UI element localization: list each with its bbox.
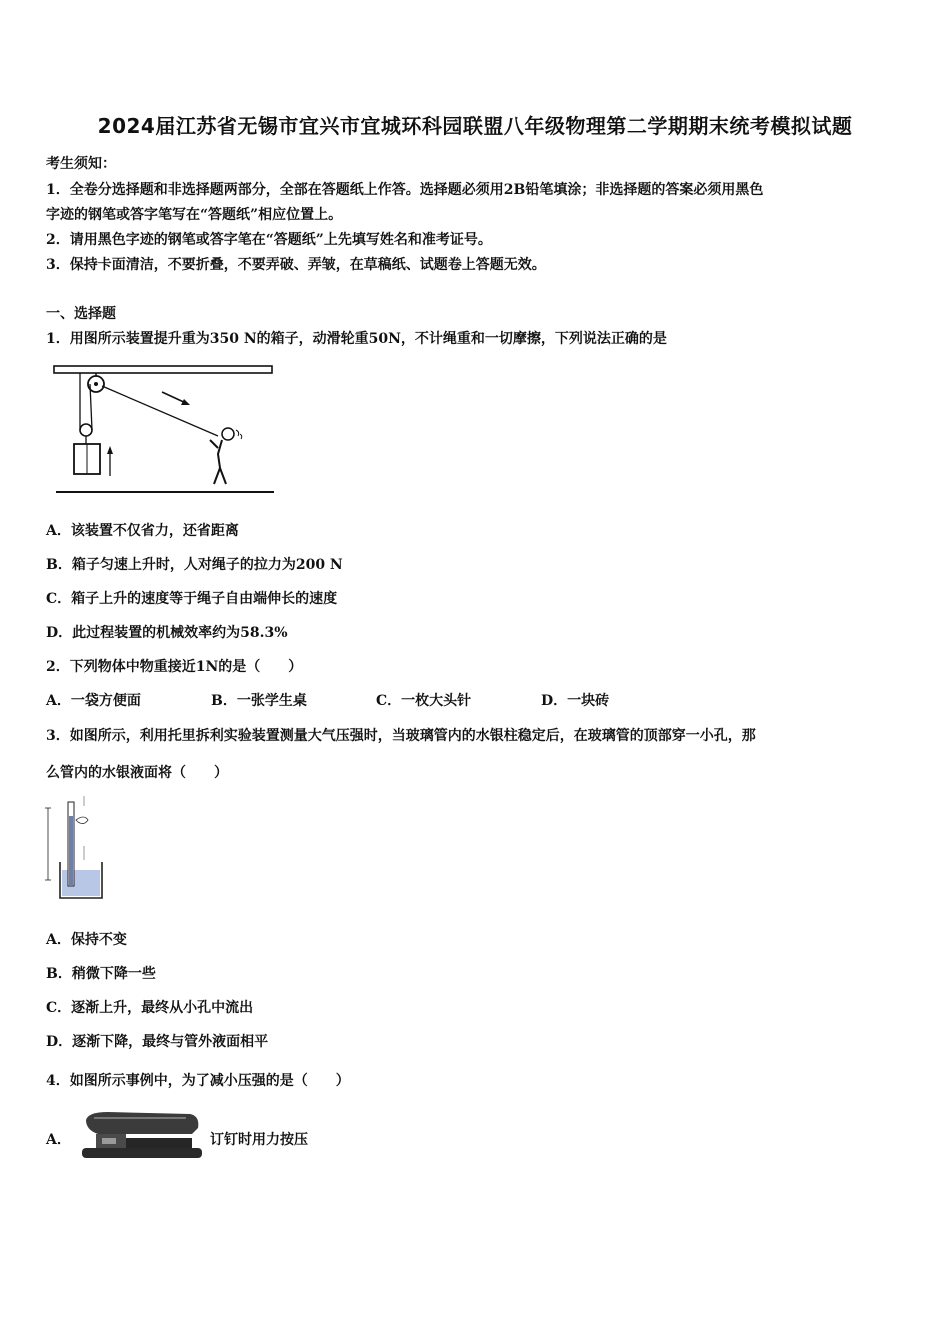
q1-stem: 1．用图所示装置提升重为350 N的箱子，动滑轮重50N，不计绳重和一切摩擦，下列说法正确的是 bbox=[46, 331, 667, 347]
pulley-figure bbox=[50, 362, 280, 500]
notice-item-1-cont: 字迹的钢笔或答字笔写在“答题纸”相应位置上。 bbox=[46, 207, 343, 223]
q3-stem-cont: 么管内的水银液面将（ ） bbox=[46, 765, 228, 781]
notice-item-3: 3．保持卡面清洁，不要折叠，不要弄破、弄皱，在草稿纸、试题卷上答题无效。 bbox=[46, 257, 546, 273]
q1-option-d[interactable]: D．此过程装置的机械效率约为58.3% bbox=[46, 625, 288, 641]
page-title: 2024届江苏省无锡市宜兴市宜城环科园联盟八年级物理第二学期期末统考模拟试题 bbox=[97, 114, 853, 138]
q2-option-d[interactable]: D．一块砖 bbox=[541, 693, 610, 709]
q2-option-a[interactable]: A．一袋方便面 bbox=[46, 693, 141, 709]
notice-heading: 考生须知： bbox=[46, 156, 116, 172]
q1-option-a[interactable]: A．该装置不仅省力，还省距离 bbox=[46, 523, 239, 539]
q2-stem: 2．下列物体中物重接近1N的是（ ） bbox=[46, 659, 303, 675]
q1-option-c[interactable]: C．箱子上升的速度等于绳子自由端伸长的速度 bbox=[46, 591, 338, 607]
torricelli-figure bbox=[44, 792, 108, 904]
q4-stem: 4．如图所示事例中，为了减小压强的是（ ） bbox=[46, 1073, 350, 1089]
q2-option-c[interactable]: C．一枚大头针 bbox=[376, 693, 472, 709]
q2-option-b[interactable]: B．一张学生桌 bbox=[211, 693, 307, 709]
q3-stem: 3．如图所示，利用托里拆利实验装置测量大气压强时，当玻璃管内的水银柱稳定后，在玻璃管的顶部穿一小孔，那 bbox=[46, 728, 756, 744]
q4-option-a-text: 订钉时用力按压 bbox=[210, 1132, 308, 1148]
stapler-image bbox=[78, 1108, 206, 1164]
q2-options bbox=[46, 690, 609, 710]
q3-option-c[interactable]: C．逐渐上升，最终从小孔中流出 bbox=[46, 1000, 254, 1016]
q3-option-b[interactable]: B．稍微下降一些 bbox=[46, 966, 156, 982]
notice-item-2: 2．请用黑色字迹的钢笔或答字笔在“答题纸”上先填写姓名和准考证号。 bbox=[46, 232, 492, 248]
section-heading: 一、选择题 bbox=[46, 306, 116, 322]
q4-option-a-label[interactable]: A． bbox=[46, 1132, 71, 1148]
q1-option-b[interactable]: B．箱子匀速上升时，人对绳子的拉力为200 N bbox=[46, 557, 343, 573]
q3-option-d[interactable]: D．逐渐下降，最终与管外液面相平 bbox=[46, 1034, 269, 1050]
notice-item-1: 1．全卷分选择题和非选择题两部分，全部在答题纸上作答。选择题必须用2B铅笔填涂；非选择题的答案必须用黑色 bbox=[46, 182, 764, 198]
q3-option-a[interactable]: A．保持不变 bbox=[46, 932, 127, 948]
